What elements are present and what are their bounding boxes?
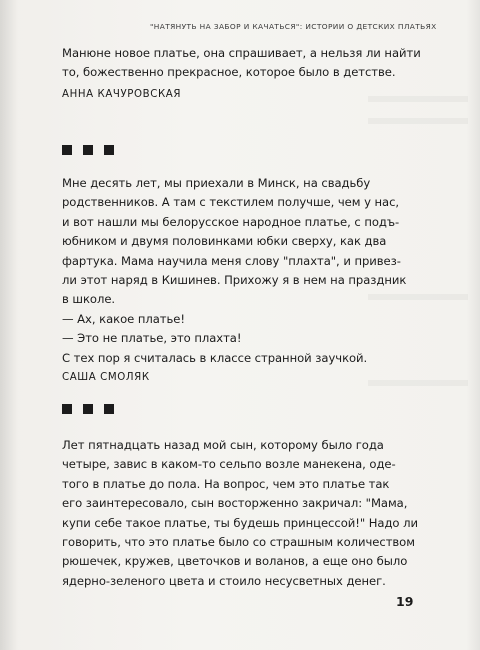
gutter-shadow — [0, 0, 18, 650]
section-separator — [62, 404, 114, 414]
author-name: АННА КАЧУРОВСКАЯ — [62, 88, 182, 100]
text-line: четыре, завис в каком-то сельпо возле манекена, оде- — [62, 457, 396, 472]
text-line: его заинтересовало, сын восторженно закричал: "Мама, — [62, 496, 408, 511]
show-through-mark — [368, 380, 468, 386]
text-line: и вот нашли мы белорусское народное платье, с подъ- — [62, 214, 400, 229]
text-line: рюшечек, кружев, цветочков и воланов, а еще оно было — [62, 554, 408, 569]
dialogue-line: — Это не платье, это плахта! — [62, 331, 242, 346]
section-separator — [62, 145, 114, 155]
story-2 — [62, 174, 407, 384]
separator-square-icon — [104, 404, 114, 414]
separator-square-icon — [83, 404, 93, 414]
separator-square-icon — [104, 145, 114, 155]
separator-square-icon — [62, 404, 72, 414]
text-line: ли этот наряд в Кишинев. Прихожу я в нем на праздник — [62, 273, 407, 288]
text-line: ядерно-зеленого цвета и стоило несусветных денег. — [62, 573, 386, 588]
dialogue-line: — Ах, какое платье! — [62, 311, 185, 326]
separator-square-icon — [83, 145, 93, 155]
text-line: Мне десять лет, мы приехали в Минск, на свадьбу — [62, 176, 371, 190]
page-edge-shadow — [466, 0, 480, 650]
text-line: Манюне новое платье, она спрашивает, а нельзя ли найти — [62, 46, 421, 60]
text-line: то, божественно прекрасное, которое было в детстве. — [62, 65, 396, 80]
page-number: 19 — [396, 594, 414, 609]
show-through-mark — [368, 96, 468, 102]
running-header: "НАТЯНУТЬ НА ЗАБОР И КАЧАТЬСЯ": ИСТОРИИ О ДЕТСКИХ ПЛАТЬЯХ — [150, 22, 437, 31]
text-line: купи себе такое платье, ты будешь принцессой!" Надо ли — [62, 515, 418, 530]
story-3 — [62, 436, 418, 591]
text-line: С тех пор я считалась в классе странной заучкой. — [62, 350, 368, 365]
text-line: в школе. — [62, 292, 116, 307]
text-line: юбником и двумя половинками юбки сверху, как два — [62, 234, 387, 249]
text-line: Лет пятнадцать назад мой сын, которому было года — [62, 438, 384, 452]
show-through-mark — [368, 294, 468, 300]
text-line: фартука. Мама научила меня слову "плахта", и привез- — [62, 253, 401, 268]
story-1 — [62, 44, 421, 100]
text-line: говорить, что это платье было со страшным количеством — [62, 535, 415, 550]
author-name: САША СМОЛЯК — [62, 372, 150, 384]
text-line: того в платье до пола. На вопрос, чем это платье так — [62, 476, 390, 491]
separator-square-icon — [62, 145, 72, 155]
show-through-mark — [368, 118, 468, 124]
text-line: родственников. А там с текстилем получше, чем у нас, — [62, 195, 400, 210]
